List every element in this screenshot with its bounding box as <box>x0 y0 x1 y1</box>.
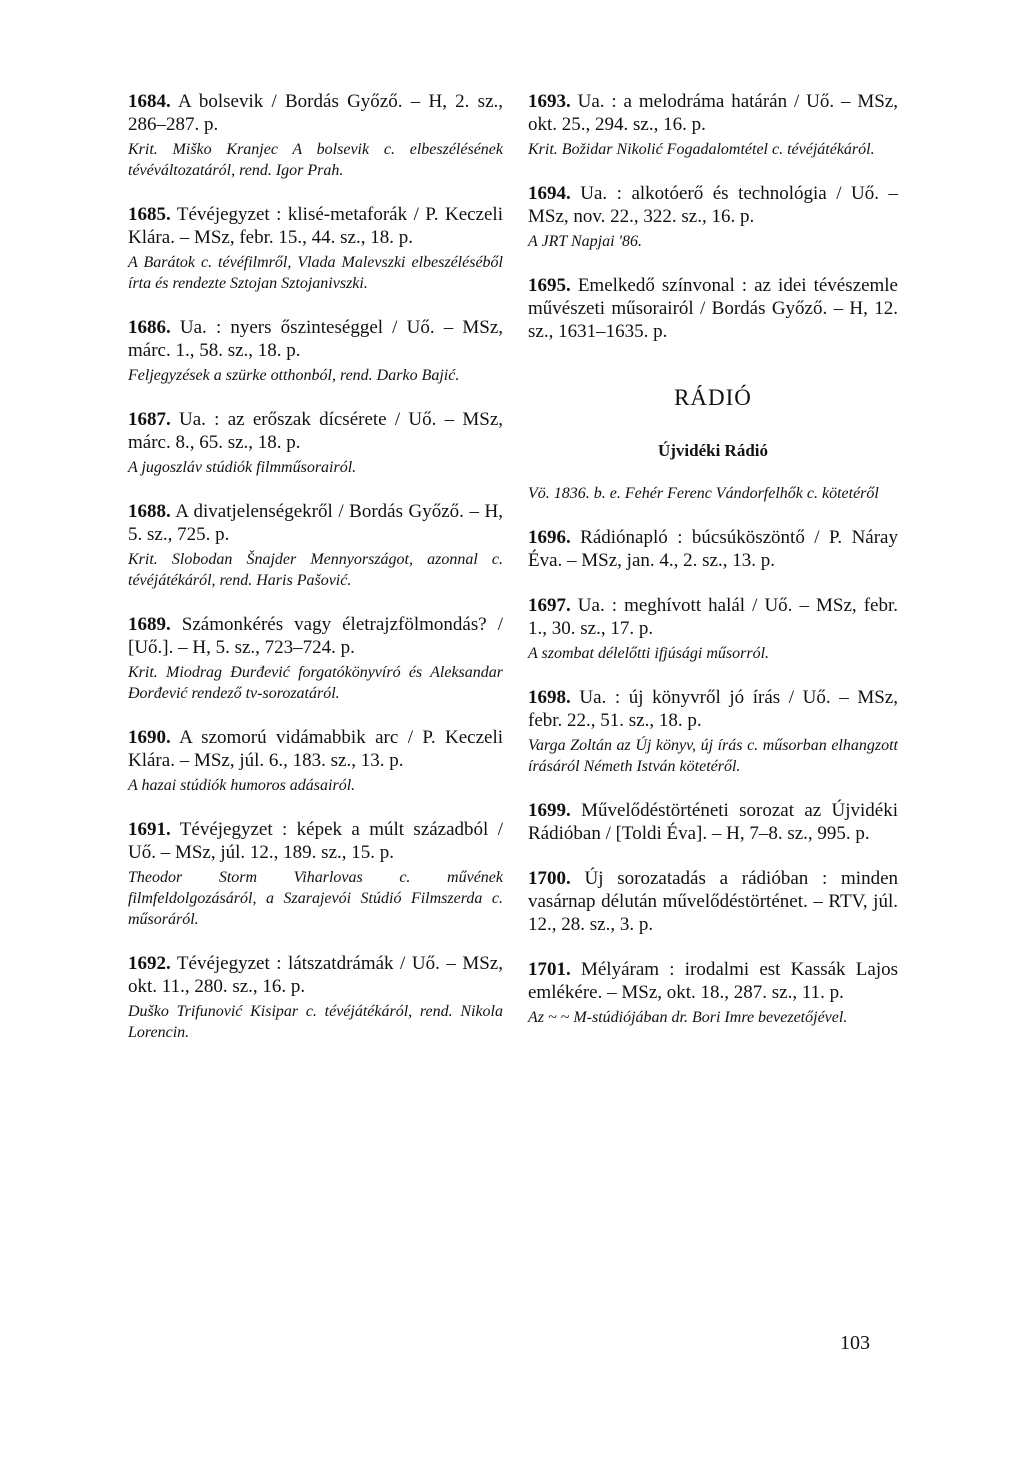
entry-text: Művelődéstörténeti sorozat az Újvidéki Rádióban / [Toldi Éva]. – H, 7–8. sz., 995. p. <box>528 800 899 844</box>
bibliography-entry <box>128 613 503 704</box>
entry-citation <box>528 867 898 936</box>
entry-text: Új sorozatadás a rádióban : minden vasárnap délután művelődéstörténet. – RTV, júl. 12., 28. sz., 3. p. <box>528 868 898 935</box>
subsection-heading: Újvidéki Rádió <box>657 441 769 460</box>
entry-number: 1694. <box>528 183 571 204</box>
entry-text: Mélyáram : irodalmi est Kassák Lajos emlékére. – MSz, okt. 18., 287. sz., 11. p. <box>528 959 898 1003</box>
bibliography-entry <box>128 408 503 478</box>
entry-number: 1701. <box>528 959 571 980</box>
entry-citation <box>528 686 898 732</box>
entry-text: Tévéjegyzet : klisé-metaforák / P. Keczeli Klára. – MSz, febr. 15., 44. sz., 18. p. <box>128 204 503 248</box>
entry-number: 1700. <box>528 868 571 889</box>
entry-number: 1695. <box>528 275 571 296</box>
bibliography-entry <box>528 799 898 845</box>
entry-number: 1688. <box>128 501 171 522</box>
entry-citation <box>528 594 898 640</box>
bibliography-entry <box>528 594 898 664</box>
entry-annotation: Duško Trifunović Kisipar c. tévéjátékáról, rend. Nikola Lorencin. <box>128 1003 503 1041</box>
entry-text: A szomorú vidámabbik arc / P. Keczeli Klára. – MSz, júl. 6., 183. sz., 13. p. <box>128 727 503 771</box>
bibliography-entry <box>128 203 503 294</box>
entry-number: 1693. <box>528 91 571 112</box>
entry-citation <box>128 818 503 864</box>
entry-citation <box>128 500 503 546</box>
entry-text: A divatjelenségekről / Bordás Győző. – H, 5. sz., 725. p. <box>128 501 504 545</box>
entry-annotation: A JRT Napjai '86. <box>528 233 642 250</box>
entry-text: Tévéjegyzet : képek a múlt századból / Uő. – MSz, júl. 12., 189. sz., 15. p. <box>128 819 503 863</box>
bibliography-entry <box>528 90 898 160</box>
entry-text: A bolsevik / Bordás Győző. – H, 2. sz., 286–287. p. <box>128 91 503 135</box>
bibliography-entry <box>528 182 898 252</box>
entry-number: 1686. <box>128 317 171 338</box>
entry-number: 1696. <box>528 527 571 548</box>
entry-text: Ua. : meghívott halál / Uő. – MSz, febr. 1., 30. sz., 17. p. <box>528 595 898 639</box>
entry-citation <box>128 316 503 362</box>
page-number: 103 <box>840 1332 870 1354</box>
entry-text: Rádiónapló : búcsúköszöntő / P. Náray Éva. – MSz, jan. 4., 2. sz., 13. p. <box>528 527 898 571</box>
entry-annotation: Varga Zoltán az Új könyv, új írás c. műsorban elhangzott írásáról Németh István kötetéről. <box>528 737 898 775</box>
entry-number: 1699. <box>528 800 571 821</box>
entry-annotation: A jugoszláv stúdiók filmműsorairól. <box>128 459 357 476</box>
bibliography-entry <box>128 500 503 591</box>
entry-number: 1687. <box>128 409 171 430</box>
entry-citation <box>128 726 503 772</box>
entry-text: Ua. : nyers őszinteséggel / Uő. – MSz, márc. 1., 58. sz., 18. p. <box>128 317 504 361</box>
entry-number: 1698. <box>528 687 571 708</box>
entry-text: Tévéjegyzet : látszatdrámák / Uő. – MSz, okt. 11., 280. sz., 16. p. <box>128 953 503 997</box>
section-note: Vö. 1836. b. e. Fehér Ferenc Vándorfelhők c. kötetéről <box>528 485 879 502</box>
entry-number: 1685. <box>128 204 171 225</box>
bibliography-entry <box>528 958 898 1028</box>
right-column-entries-bottom <box>528 526 898 1028</box>
bibliography-entry <box>128 90 503 181</box>
section-heading: RÁDIÓ <box>674 385 752 410</box>
bibliography-entry <box>128 316 503 386</box>
bibliography-entry <box>528 274 898 343</box>
entry-text: Számonkérés vagy életrajzfölmondás? / [Uő.]. – H, 5. sz., 723–724. p. <box>128 614 503 658</box>
entry-annotation: A hazai stúdiók humoros adásairól. <box>128 777 356 794</box>
entry-citation <box>128 952 503 998</box>
entry-text: Ua. : a melodráma határán / Uő. – MSz, okt. 25., 294. sz., 16. p. <box>528 91 898 135</box>
entry-annotation: Krit. Miško Kranjec A bolsevik c. elbeszélésének tévéváltozatáról, rend. Igor Prah. <box>128 141 503 179</box>
entry-citation <box>528 799 898 845</box>
entry-annotation: A Barátok c. tévéfilmről, Vlada Malevszki elbeszéléséből írta és rendezte Sztojan Sztojanivszki. <box>128 254 503 292</box>
bibliography-entry <box>528 686 898 777</box>
entry-annotation: Krit. Božidar Nikolić Fogadalomtétel c. tévéjátékáról. <box>528 141 875 158</box>
entry-citation <box>128 408 503 454</box>
entry-number: 1684. <box>128 91 171 112</box>
entry-annotation: Feljegyzések a szürke otthonból, rend. Darko Bajić. <box>128 367 460 384</box>
bibliography-entry <box>128 952 503 1043</box>
entry-citation <box>128 90 503 136</box>
bibliography-entry <box>528 526 898 572</box>
bibliography-entry <box>128 726 503 796</box>
entry-number: 1692. <box>128 953 171 974</box>
entry-annotation: Krit. Slobodan Šnajder Mennyországot, azonnal c. tévéjátékáról, rend. Haris Pašović. <box>128 551 503 589</box>
entry-number: 1691. <box>128 819 171 840</box>
entry-number: 1697. <box>528 595 571 616</box>
left-column <box>128 90 503 1065</box>
entry-text: Ua. : alkotóerő és technológia / Uő. – MSz, nov. 22., 322. sz., 16. p. <box>528 183 898 227</box>
entry-citation <box>528 958 898 1004</box>
entry-citation <box>528 182 898 228</box>
entry-annotation: Az ~ ~ M-stúdiójában dr. Bori Imre bevezetőjével. <box>528 1009 848 1026</box>
entry-citation <box>528 526 898 572</box>
entry-citation <box>528 274 898 343</box>
entry-annotation: A szombat délelőtti ifjúsági műsorról. <box>528 645 770 662</box>
entry-text: Ua. : új könyvről jó írás / Uő. – MSz, febr. 22., 51. sz., 18. p. <box>528 687 898 731</box>
bibliography-entry <box>128 818 503 930</box>
entry-number: 1689. <box>128 614 171 635</box>
entry-number: 1690. <box>128 727 171 748</box>
bibliography-entry <box>528 867 898 936</box>
entry-text: Emelkedő színvonal : az idei tévészemle művészeti műsorairól / Bordás Győző. – H, 12. sz., 1631–1635. p. <box>528 275 898 342</box>
entry-text: Ua. : az erőszak dícsérete / Uő. – MSz, márc. 8., 65. sz., 18. p. <box>128 409 504 453</box>
entry-citation <box>128 203 503 249</box>
right-column <box>528 90 898 1050</box>
right-column-entries-top <box>528 90 898 343</box>
entry-citation <box>128 613 503 659</box>
entry-annotation: Theodor Storm Viharlovas c. művének filmfeldolgozásáról, a Szarajevói Stúdió Filmszerda c. műsoráról. <box>128 869 503 928</box>
entry-annotation: Krit. Miodrag Đurđević forgatókönyvíró és Aleksandar Đorđević rendező tv-sorozatáról. <box>128 664 503 702</box>
entry-citation <box>528 90 898 136</box>
